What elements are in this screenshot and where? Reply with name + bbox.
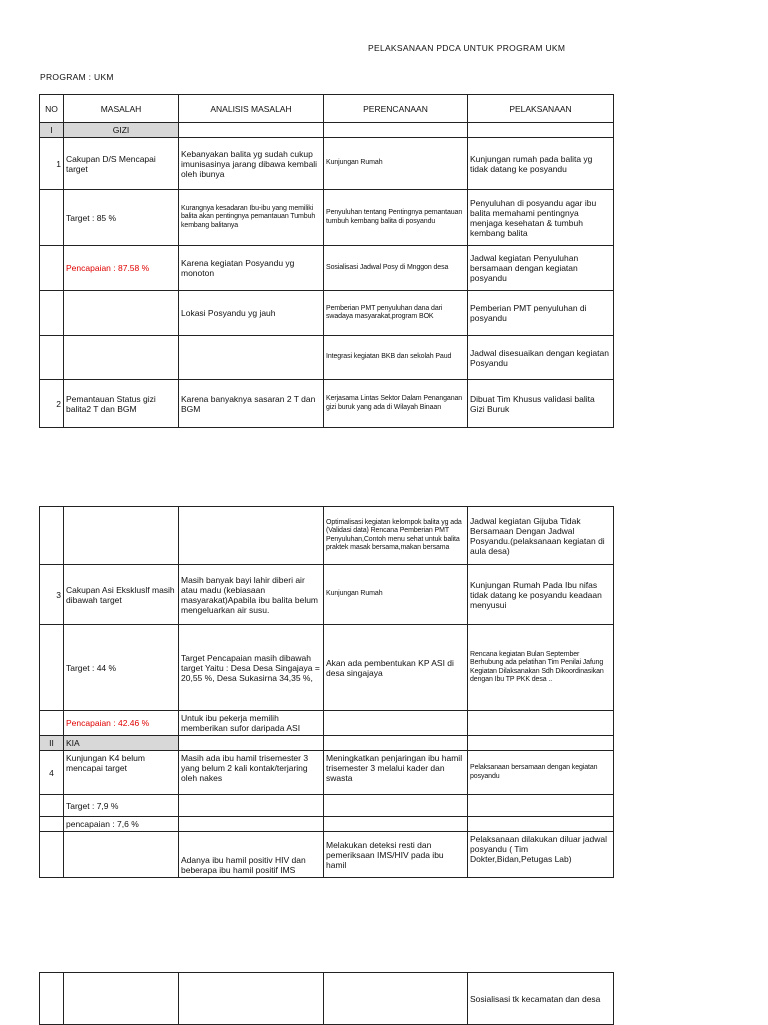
empty-cell <box>40 795 64 817</box>
empty-cell <box>179 507 324 565</box>
header-no: NO <box>40 95 64 123</box>
document-title: PELAKSANAAN PDCA UNTUK PROGRAM UKM <box>368 43 566 53</box>
masalah-cell: Pemantauan Status gizi balita2 T dan BGM <box>64 380 179 428</box>
empty-cell <box>179 973 324 1025</box>
section-name: GIZI <box>64 123 179 138</box>
table-row <box>40 565 614 625</box>
empty-cell <box>40 832 64 878</box>
empty-cell <box>324 736 468 751</box>
empty-cell <box>64 336 179 380</box>
empty-cell <box>468 123 614 138</box>
table-row <box>40 832 614 878</box>
masalah-cell: pencapaian : 7,6 % <box>64 817 179 832</box>
table-row <box>40 795 614 817</box>
empty-cell <box>64 507 179 565</box>
empty-cell <box>468 795 614 817</box>
empty-cell <box>324 795 468 817</box>
pelaksanaan-cell: Sosialisasi tk kecamatan dan desa <box>468 973 614 1025</box>
masalah-cell: Kunjungan K4 belum mencapai target <box>64 751 179 795</box>
analisis-cell: Karena kegiatan Posyandu yg monoton <box>179 246 324 291</box>
pelaksanaan-cell: Jadwal kegiatan Gijuba Tidak Bersamaan Dengan Jadwal Posyandu.(pelaksanaan kegiatan di aula desa) <box>468 507 614 565</box>
header-row <box>40 95 614 123</box>
table-row <box>40 380 614 428</box>
pelaksanaan-cell: Pelaksanaan bersamaan dengan kegiatan posyandu <box>468 751 614 795</box>
empty-cell <box>64 832 179 878</box>
analisis-cell: Masih ada ibu hamil trisemester 3 yang belum 2 kali kontak/terjaring oleh nakes <box>179 751 324 795</box>
empty-cell <box>468 817 614 832</box>
program-label: PROGRAM : UKM <box>40 72 114 82</box>
perencanaan-cell: Kunjungan Rumah <box>324 138 468 190</box>
section-row-kia <box>40 736 614 751</box>
empty-cell <box>324 711 468 736</box>
empty-cell <box>40 246 64 291</box>
section-number: I <box>40 123 64 138</box>
pdca-table-part-3 <box>39 972 614 1025</box>
empty-cell <box>179 123 324 138</box>
empty-cell <box>40 507 64 565</box>
section-row-gizi <box>40 123 614 138</box>
analisis-cell: Masih banyak bayi lahir diberi air atau madu (kebiasaan masyarakat)Apabila ibu balita belum mengeluarkan air susu. <box>179 565 324 625</box>
empty-cell <box>40 973 64 1025</box>
pelaksanaan-cell: Jadwal disesuaikan dengan kegiatan Posyandu <box>468 336 614 380</box>
table-row <box>40 138 614 190</box>
analisis-cell: Adanya ibu hamil positiv HIV dan beberapa ibu hamil positif IMS <box>179 832 324 878</box>
table-row <box>40 751 614 795</box>
empty-cell <box>40 711 64 736</box>
pdca-table-part-2 <box>39 506 614 878</box>
pelaksanaan-cell: Kunjungan Rumah Pada Ibu nifas tidak datang ke posyandu keadaan menyusui <box>468 565 614 625</box>
empty-cell <box>40 625 64 711</box>
empty-cell <box>64 291 179 336</box>
empty-cell <box>40 817 64 832</box>
analisis-cell: Target Pencapaian masih dibawah target Yaitu : Desa Desa Singajaya = 20,55 %, Desa Sukasirna 34,35 %, <box>179 625 324 711</box>
header-pelaksanaan: PELAKSANAAN <box>468 95 614 123</box>
pelaksanaan-cell: Kunjungan rumah pada balita yg tidak datang ke posyandu <box>468 138 614 190</box>
masalah-cell: Target : 44 % <box>64 625 179 711</box>
pelaksanaan-cell: Pemberian PMT penyuluhan di posyandu <box>468 291 614 336</box>
perencanaan-cell: Kerjasama Lintas Sektor Dalam Penanganan gizi buruk yang ada di Wilayah Binaan <box>324 380 468 428</box>
header-analisis: ANALISIS MASALAH <box>179 95 324 123</box>
perencanaan-cell: Pemberian PMT penyuluhan dana dari swadaya masyarakat,program BOK <box>324 291 468 336</box>
pelaksanaan-cell: Penyuluhan di posyandu agar ibu balita memahami pentingnya menjaga kesehatan & tumbuh kembang balita <box>468 190 614 246</box>
empty-cell <box>324 123 468 138</box>
table-row <box>40 625 614 711</box>
row-number: 2 <box>40 380 64 428</box>
perencanaan-cell: Kunjungan Rumah <box>324 565 468 625</box>
pdca-table-part-1 <box>39 94 614 428</box>
perencanaan-cell: Optimalisasi kegiatan kelompok balita yg ada (Validasi data) Rencana Pemberian PMT Penyuluhan,Contoh menu sehat untuk balita praktek masak bersama,makan bersama <box>324 507 468 565</box>
empty-cell <box>179 817 324 832</box>
header-perencanaan: PERENCANAAN <box>324 95 468 123</box>
perencanaan-cell: Penyuluhan tentang Pentingnya pemantauan tumbuh kembang balita di posyandu <box>324 190 468 246</box>
table-row <box>40 507 614 565</box>
masalah-cell: Target : 85 % <box>64 190 179 246</box>
section-number: II <box>40 736 64 751</box>
masalah-cell: Target : 7,9 % <box>64 795 179 817</box>
analisis-cell: Untuk ibu pekerja memilih memberikan sufor daripada ASI <box>179 711 324 736</box>
table-row <box>40 973 614 1025</box>
section-name: KIA <box>64 736 179 751</box>
perencanaan-cell: Sosialisasi Jadwal Posy di Mnggon desa <box>324 246 468 291</box>
analisis-cell: Lokasi Posyandu yg jauh <box>179 291 324 336</box>
empty-cell <box>40 336 64 380</box>
empty-cell <box>64 973 179 1025</box>
empty-cell <box>179 795 324 817</box>
analisis-cell: Kebanyakan balita yg sudah cukup imunisasinya jarang dibawa kembali oleh ibunya <box>179 138 324 190</box>
empty-cell <box>324 817 468 832</box>
empty-cell <box>40 190 64 246</box>
row-number: 1 <box>40 138 64 190</box>
empty-cell <box>179 736 324 751</box>
analisis-cell: Kurangnya kesadaran Ibu-ibu yang memiliki balita akan pentingnya pemantauan Tumbuh kembang balitanya <box>179 190 324 246</box>
masalah-cell: Pencapaian : 42.46 % <box>64 711 179 736</box>
table-row <box>40 190 614 246</box>
perencanaan-cell: Integrasi kegiatan BKB dan sekolah Paud <box>324 336 468 380</box>
table-row <box>40 246 614 291</box>
header-masalah: MASALAH <box>64 95 179 123</box>
pelaksanaan-cell: Jadwal kegiatan Penyuluhan bersamaan dengan kegiatan posyandu <box>468 246 614 291</box>
perencanaan-cell: Akan ada pembentukan KP ASI di desa singajaya <box>324 625 468 711</box>
empty-cell <box>179 336 324 380</box>
masalah-cell: Cakupan Asi Ekskluslf masih dibawah target <box>64 565 179 625</box>
table-row <box>40 336 614 380</box>
empty-cell <box>324 973 468 1025</box>
empty-cell <box>40 291 64 336</box>
row-number: 4 <box>40 751 64 795</box>
perencanaan-cell: Melakukan deteksi resti dan pemeriksaan IMS/HIV pada ibu hamil <box>324 832 468 878</box>
empty-cell <box>468 736 614 751</box>
pelaksanaan-cell: Dibuat Tim Khusus validasi balita Gizi Buruk <box>468 380 614 428</box>
table-row <box>40 291 614 336</box>
analisis-cell: Karena banyaknya sasaran 2 T dan BGM <box>179 380 324 428</box>
masalah-cell: Cakupan D/S Mencapai target <box>64 138 179 190</box>
perencanaan-cell: Meningkatkan penjaringan ibu hamil trisemester 3 melalui kader dan swasta <box>324 751 468 795</box>
table-row <box>40 711 614 736</box>
masalah-cell: Pencapaian : 87.58 % <box>64 246 179 291</box>
pelaksanaan-cell: Pelaksanaan dilakukan diluar jadwal posyandu ( Tim Dokter,Bidan,Petugas Lab) <box>468 832 614 878</box>
table-row <box>40 817 614 832</box>
pelaksanaan-cell: Rencana kegiatan Bulan September Berhubung ada pelatihan Tim Penilai Jafung Kegiatan Dilaksanakan Sdh Dikoordinasikan dengan Ibu TP PKK desa .. <box>468 625 614 711</box>
row-number: 3 <box>40 565 64 625</box>
empty-cell <box>468 711 614 736</box>
